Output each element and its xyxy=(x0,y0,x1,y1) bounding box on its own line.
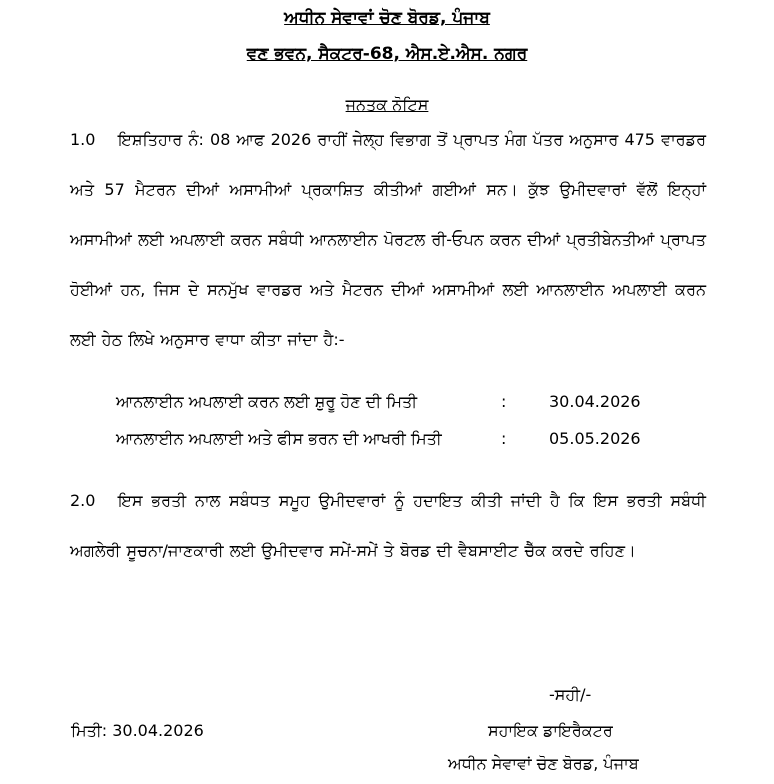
start-date-label: ਆਨਲਾਈਨ ਅਪਲਾਈ ਕਰਨ ਲਈ ਸ਼ੁਰੂ ਹੋਣ ਦੀ ਮਿਤੀ xyxy=(116,392,418,411)
last-date-separator: : xyxy=(501,429,507,448)
last-date-label: ਆਨਲਾਈਨ ਅਪਲਾਈ ਅਤੇ ਫੀਸ ਭਰਨ ਦੀ ਆਖਰੀ ਮਿਤੀ xyxy=(116,429,442,448)
paragraph-2-text: ਇਸ ਭਰਤੀ ਨਾਲ ਸਬੰਧਤ ਸਮੂਹ ਉਮੀਦਵਾਰਾਂ ਨੂੰ ਹਦਾਇਤ ਕੀਤੀ ਜਾਂਦੀ ਹੈ ਕਿ ਇਸ ਭਰਤੀ ਸਬੰਧੀ ਅਗਲੇਰੀ ਸੂਚਨਾ/ਜਾਣਕਾਰੀ ਲਈ ਉਮੀਦਵਾਰ ਸਮੇਂ-ਸਮੇਂ ਤੇ ਬੋਰਡ ਦੀ ਵੈਬਸਾਈਟ ਚੈੱਕ ਕਰਦੇ ਰਹਿਣ। xyxy=(70,491,706,560)
board-name-heading: ਅਧੀਨ ਸੇਵਾਵਾਂ ਚੋਣ ਬੋਰਡ, ਪੰਜਾਬ xyxy=(284,8,490,28)
last-date-value: 05.05.2026 xyxy=(549,429,641,448)
signed-mark: -ਸਹੀ/- xyxy=(549,685,592,704)
paragraph-2 xyxy=(70,476,706,576)
paragraph-2-number: 2.0 xyxy=(70,491,96,510)
paragraph-1-number: 1.0 xyxy=(70,130,96,149)
start-date-separator: : xyxy=(501,392,507,411)
paragraph-1 xyxy=(70,115,706,365)
paragraph-1-text: ਇਸ਼ਤਿਹਾਰ ਨੰ: 08 ਆਫ 2026 ਰਾਹੀਂ ਜੇਲ੍ਹ ਵਿਭਾਗ ਤੋਂ ਪ੍ਰਾਪਤ ਮੰਗ ਪੱਤਰ ਅਨੁਸਾਰ 475 ਵਾਰਡਰ ਅਤੇ 57 ਮੈਟਰਨ ਦੀਆਂ ਅਸਾਮੀਆਂ ਪ੍ਰਕਾਸ਼ਿਤ ਕੀਤੀਆਂ ਗਈਆਂ ਸਨ। ਕੁੱਝ ਉਮੀਦਵਾਰਾਂ ਵੱਲੋਂ ਇਨ੍ਹਾਂ ਅਸਾਮੀਆਂ ਲਈ ਅਪਲਾਈ ਕਰਨ ਸਬੰਧੀ ਆਨਲਾਈਨ ਪੋਰਟਲ ਰੀ-ਓਪਨ ਕਰਨ ਦੀਆਂ ਪ੍ਰਤੀਬੇਨਤੀਆਂ ਪ੍ਰਾਪਤ ਹੋਈਆਂ ਹਨ, ਜਿਸ ਦੇ ਸਨਮੁੱਖ ਵਾਰਡਰ ਅਤੇ ਮੈਟਰਨ ਦੀਆਂ ਅਸਾਮੀਆਂ ਲਈ ਆਨਲਾਈਨ ਅਪਲਾਈ ਕਰਨ ਲਈ ਹੇਠ ਲਿਖੇ ਅਨੁਸਾਰ ਵਾਧਾ ਕੀਤਾ ਜਾਂਦਾ ਹੈ:- xyxy=(70,130,706,349)
notice-title: ਜਨਤਕ ਨੋਟਿਸ xyxy=(345,95,429,114)
signatory-office: ਅਧੀਨ ਸੇਵਾਵਾਂ ਚੋਣ ਬੋਰਡ, ਪੰਜਾਬ xyxy=(448,754,639,773)
start-date-value: 30.04.2026 xyxy=(549,392,641,411)
signatory-designation: ਸਹਾਇਕ ਡਾਇਰੈਕਟਰ xyxy=(488,721,613,740)
board-address-heading: ਵਣ ਭਵਨ, ਸੈਕਟਰ-68, ਐਸ.ਏ.ਐਸ. ਨਗਰ xyxy=(246,44,528,64)
notice-date: ਮਿਤੀ: 30.04.2026 xyxy=(71,721,204,740)
